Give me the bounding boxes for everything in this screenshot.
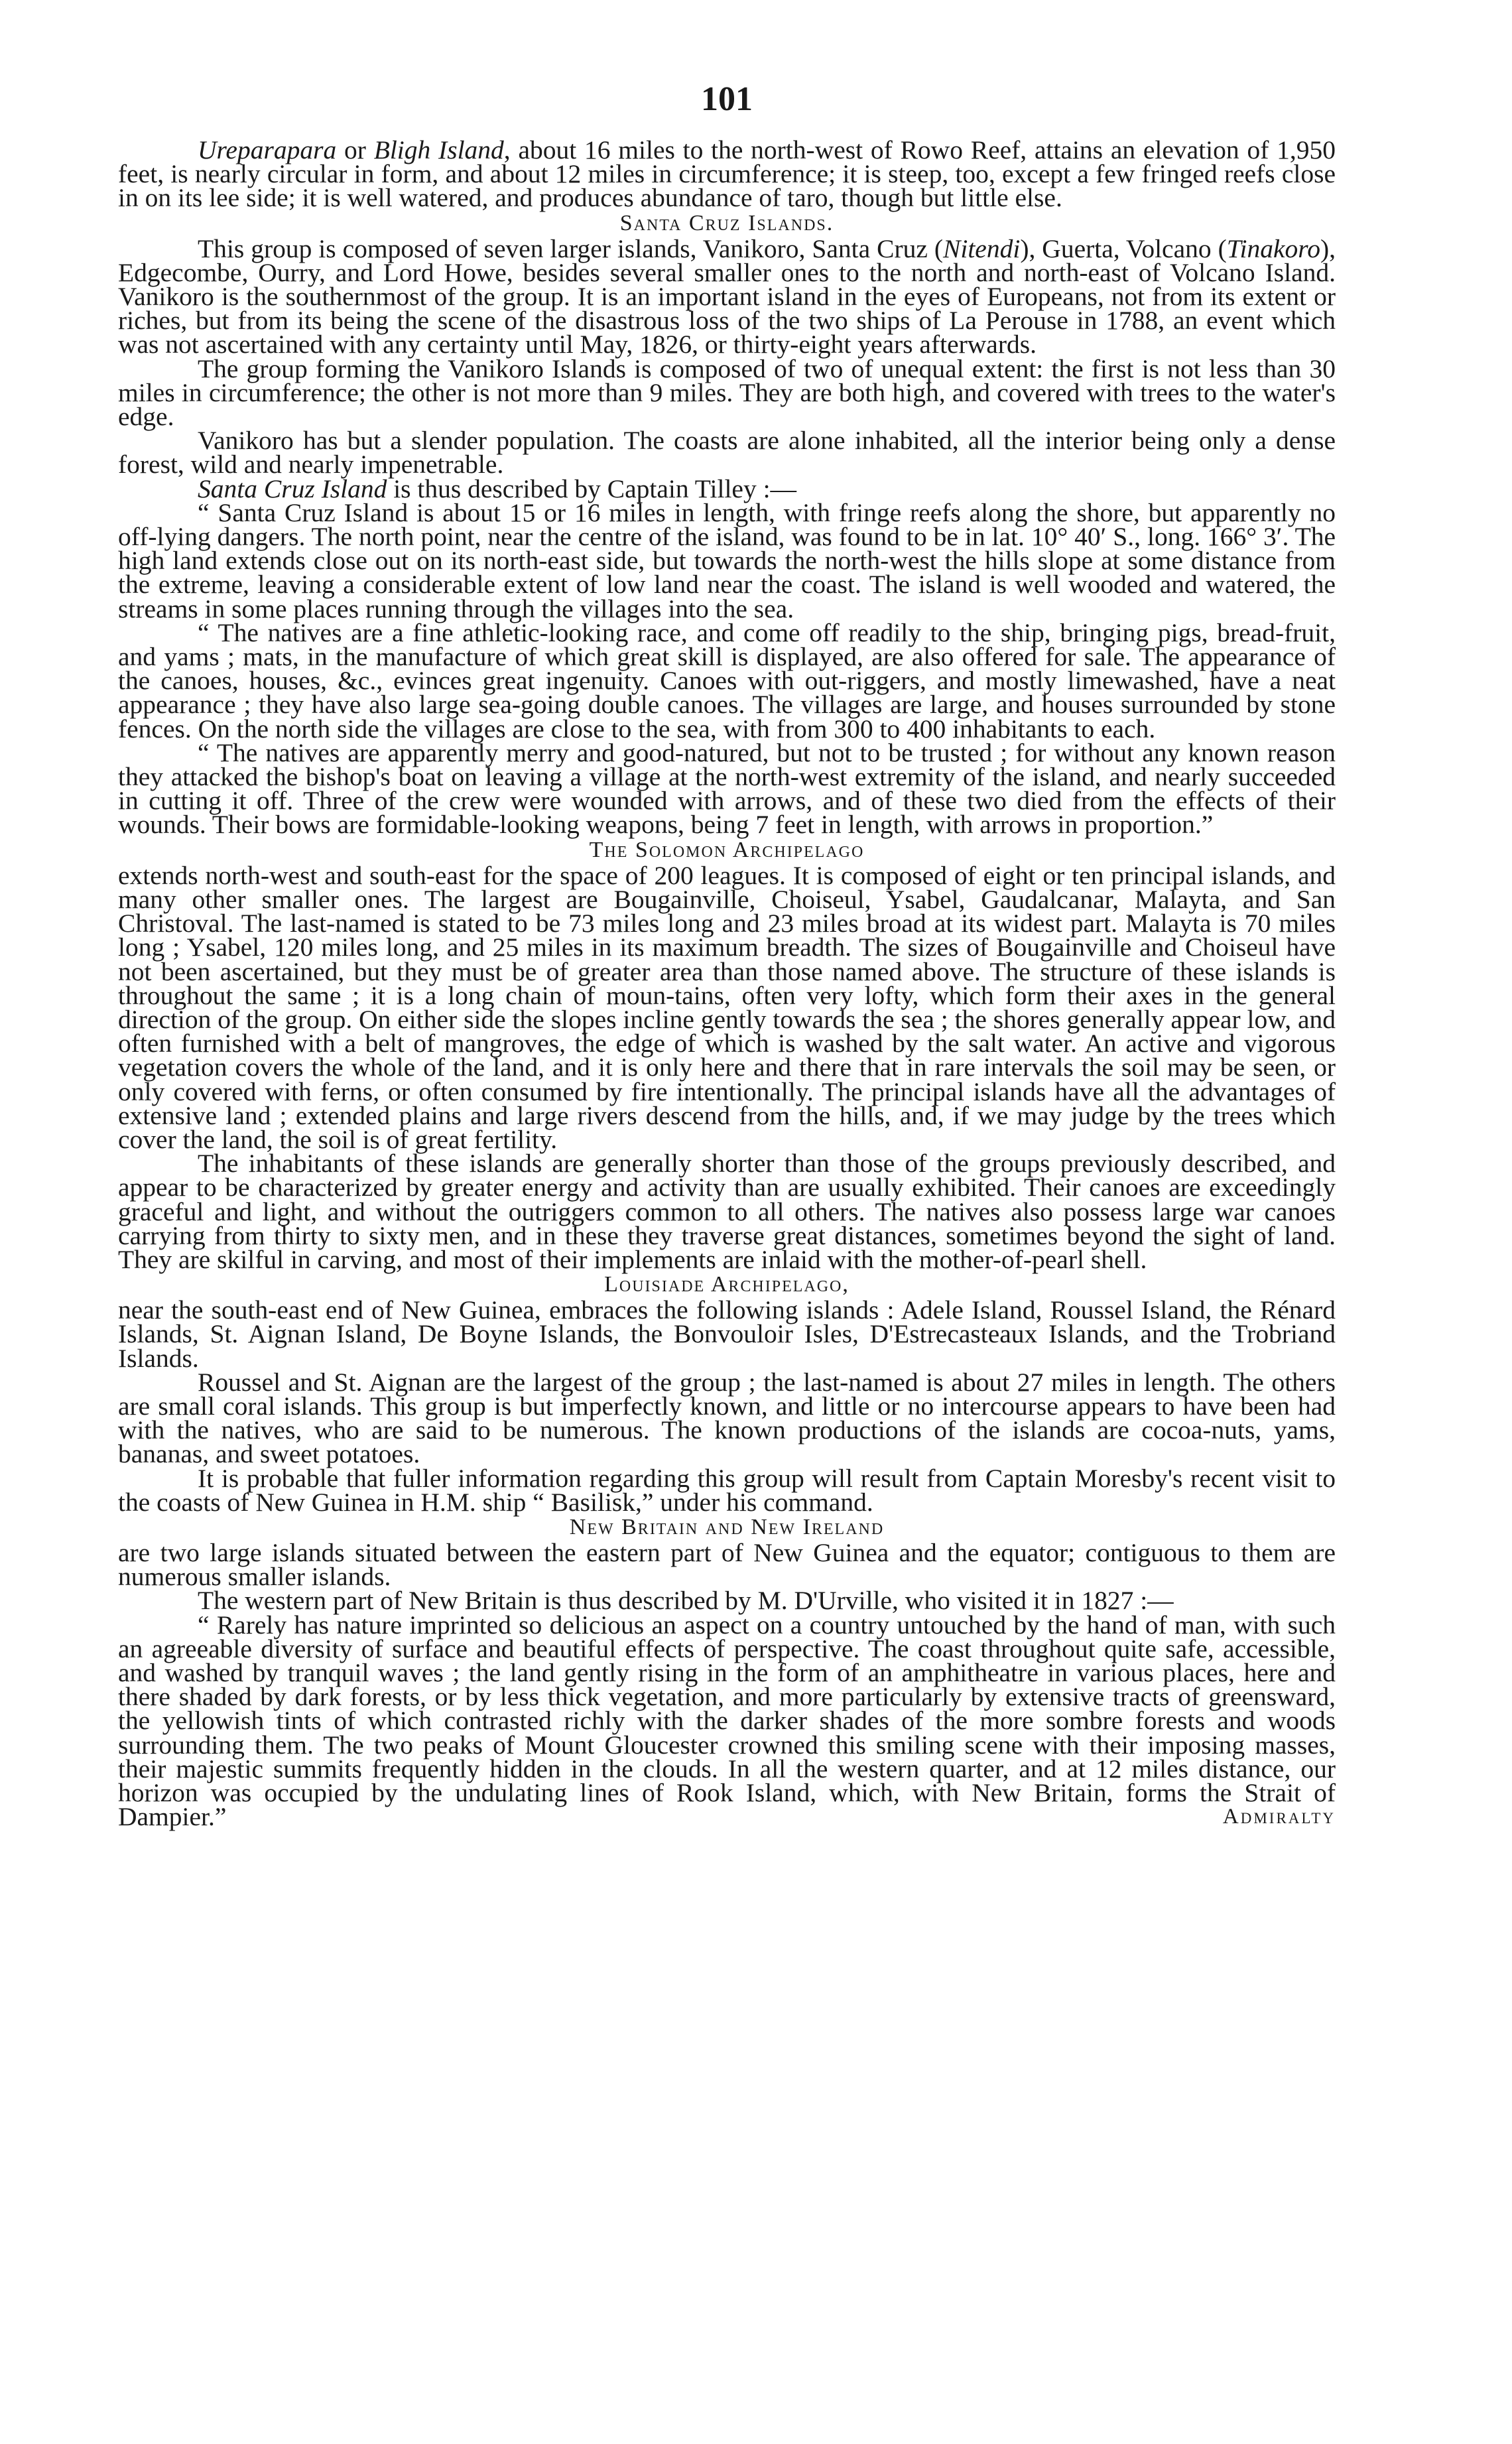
catchword: Admiralty [1222, 1805, 1336, 1829]
paragraph-new-britain-intro: are two large islands situated between the eastern part of New Guinea and the equator; contiguous to them are numerous smaller islands. [118, 1537, 1336, 1592]
page-number: 101 [701, 80, 753, 118]
paragraph-louisiade-moresby: It is probable that fuller information regarding this group will result from Captain Moresby's recent visit to the coasts of New Guinea in H.M. ship “ Basilisk,” under his command. [118, 1463, 1336, 1517]
document-page [118, 80, 1336, 2401]
paragraph-solomon-extent: extends north-west and south-east for the space of 200 leagues. It is composed of eight or ten principal islands, and many other smaller ones. The largest are Bougainville, Choiseul, Ysabel, Gaudalcanar, Malayta, and San Christoval. The last-named is stated to be 73 miles long and 23 miles broad at its widest part. Malayta is 70 miles long ; Ysabel, 120 miles long, and 25 miles in its maximum breadth. The sizes of Bougainville and Choiseul have not been ascertained, but they must be of greater area than those named above. The structure of these islands is throughout the same ; it is a long chain of moun-tains, often very lofty, which form their axes in the general direction of the group. On either side the slopes incline gently towards the sea ; the shores generally appear low, and often furnished with a belt of mangroves, the edge of which is washed by the salt water. An active and vigorous vegetation covers the whole of the land, and it is only here and there that in rare intervals the soil may be seen, or only covered with ferns, or often consumed by fire intentionally. The principal islands have all the advantages of extensive land ; extended plains and large rivers descend from the hills, and, if we may judge by the trees which cover the land, the soil is of great fertility. [118, 860, 1336, 1154]
island-name-ureparapara: Ureparapara [198, 135, 337, 164]
paragraph-durville-quote: “ Rarely has nature imprinted so delicious an aspect on a country untouched by the hand of man, with such an agreeable diversity of surface and beautiful effects of perspective. The coast throughout quite safe, accessible, and washed by tranquil waves ; the land gently rising in the form of an amphitheatre in various places, here and there shaded by dark forests, or by less thick vegetation, and more particularly by extensive tracts of greensward, the yellowish tints of which contrasted richly with the darker shades of the more sombre forests and woods surrounding them. The two peaks of Mount Gloucester crowned this smiling scene with their imposing masses, their majestic summits frequently hidden in the clouds. In all the western quarter, and at 12 miles distance, our horizon was occupied by the undulating lines of Rook Island, which, with New Britain, forms the Strait of Dampier.” Admiralty [118, 1610, 1336, 1832]
paragraph-santa-cruz-description: “ Santa Cruz Island is about 15 or 16 miles in length, with fringe reefs along the shore, but apparently no off-lying dangers. The north point, near the centre of the island, was found to be in lat. 10° 40′ S., long. 166° 3′. The high land extends close out on its north-east side, but towards the north-west the hills slope at some distance from the extreme, leaving a considerable extent of low land near the coast. The island is well wooded and watered, the streams in some places running through the villages into the sea. [118, 497, 1336, 623]
paragraph-tilley-intro: Santa Cruz Island is thus described by Captain Tilley :— [198, 474, 797, 503]
island-name-bligh: Bligh Island [373, 135, 504, 164]
paragraph-vanikoro-islands: The group forming the Vanikoro Islands is composed of two of unequal extent: the first is not less than 30 miles in circumference; the other is not more than 9 miles. They are both high, and covered with trees to the water's edge. [118, 354, 1336, 432]
paragraph-vanikoro-population: Vanikoro has but a slender population. The coasts are alone inhabited, all the interior being only a dense forest, wild and nearly impenetrable. [118, 426, 1336, 480]
paragraph-louisiade-islands: near the south-east end of New Guinea, embraces the following islands : Adele Island, Roussel Island, the Rénard Islands, St. Aignan Island, De Boyne Islands, the Bonvouloir Isles, D'Estrecasteaux Islands, and the Trobriand Islands. [118, 1295, 1336, 1373]
paragraph-ureparapara: Ureparapara or Bligh Island, about 16 miles to the north-west of Rowo Reef, attains an elevation of 1,950 feet, is nearly circular in form, and about 12 miles in circumference; it is steep, too, except a few fringed reefs close in on its lee side; it is well watered, and produces abundance of taro, though but little else. [118, 135, 1336, 213]
paragraph-durville-intro: The western part of New Britain is thus described by M. D'Urville, who visited it in 1827 :— [198, 1586, 1174, 1616]
section-heading-louisiade: Louisiade Archipelago, [604, 1272, 850, 1297]
section-heading-santa-cruz: Santa Cruz Islands. [619, 210, 834, 235]
paragraph-solomon-inhabitants: The inhabitants of these islands are generally shorter than those of the groups previously described, and appear to be characterized by greater energy and activity than are usually exhibited. Their canoes are exceedingly graceful and light, and without the outriggers common to all others. The natives also possess large war canoes carrying from thirty to sixty men, and in these they traverse great distances, sometimes beyond the sight of land. They are skilful in carving, and most of their implements are inlaid with the mother-of-pearl shell. [118, 1149, 1336, 1274]
paragraph-santa-cruz-natives: “ The natives are a fine athletic-looking race, and come off readily to the ship, bringing pigs, bread-fruit, and yams ; mats, in the manufacture of which great skill is displayed, are also offered for sale. The appearance of the canoes, houses, &c., evinces great ingenuity. Canoes with out-riggers, and mostly limewashed, have a neat appearance ; they have also large sea-going double canoes. The villages are large, and houses surrounded by stone fences. On the north side the villages are close to the sea, with from 300 to 400 inhabitants to each. [118, 617, 1336, 743]
section-heading-solomon: The Solomon Archipelago [589, 837, 865, 862]
section-heading-new-britain: New Britain and New Ireland [569, 1514, 885, 1539]
paragraph-santa-cruz-attack: “ The natives are apparently merry and good-natured, but not to be trusted ; for without any known reason they attacked the bishop's boat on leaving a village at the north-west extremity of the island, and nearly succeeded in cutting it off. Three of the crew were wounded with arrows, and of these two died from the effects of their wounds. Their bows are formidable-looking weapons, being 7 feet in length, with arrows in proportion.” [118, 738, 1336, 840]
paragraph-santa-cruz-group: This group is composed of seven larger islands, Vanikoro, Santa Cruz (Nitendi), Guerta, Volcano (Tinakoro), Edgecombe, Ourry, and Lord Howe, besides several smaller ones to the north and north-east of Volcano Island. Vanikoro is the southernmost of the group. It is an important island in the eyes of Europeans, not from its extent or riches, but from its being the scene of the disastrous loss of the two ships of La Perouse in 1788, an event which was not ascertained with any certainty until May, 1826, or thirty-eight years afterwards. [118, 233, 1336, 359]
paragraph-louisiade-roussel: Roussel and St. Aignan are the largest of the group ; the last-named is about 27 miles in length. The others are small coral islands. This group is but imperfectly known, and little or no intercourse appears to have been had with the natives, who are said to be numerous. The known productions of the islands are cocoa-nuts, yams, bananas, and sweet potatoes. [118, 1367, 1336, 1469]
